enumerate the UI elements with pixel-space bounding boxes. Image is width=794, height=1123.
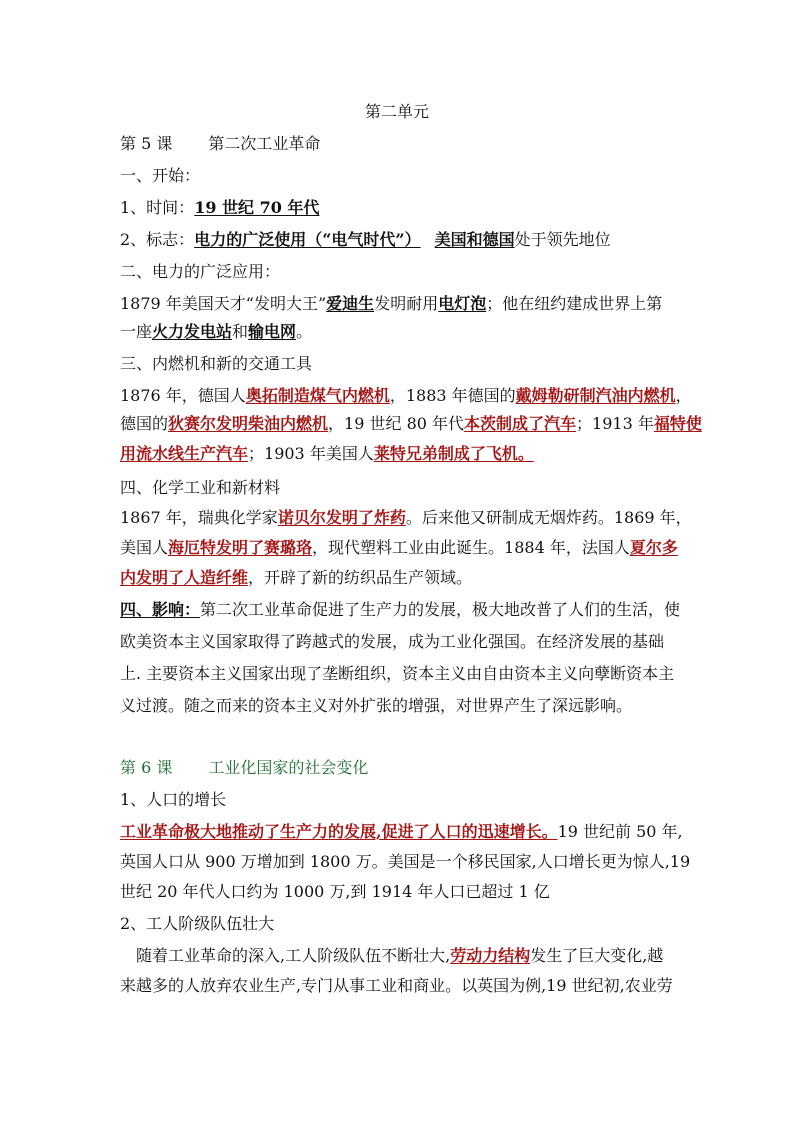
power-station-term: 火力发电站 (152, 322, 233, 341)
lesson5-title: 第二次工业革命 (208, 134, 321, 153)
text-run: 发生了巨大变化,越 (530, 946, 664, 965)
text-run: 1867 年，瑞典化学家 (120, 508, 278, 527)
text-run: 美国人 (120, 538, 169, 557)
text-run: ，现代塑料工业由此诞生。1884 年，法国人 (312, 538, 630, 557)
lesson5-number: 第 5 课 (120, 134, 173, 153)
key-term: 夏尔多 (629, 538, 678, 557)
impact-line-2: 欧美资本主义国家取得了跨越式的发展，成为工业化强国。在经济发展的基础 (120, 632, 665, 651)
time-line (120, 198, 680, 218)
text-run: 和 (232, 322, 249, 341)
section-electricity-title: 二、电力的广泛应用： (120, 262, 281, 281)
key-term: 戴姆勒研制汽油内燃机 (515, 386, 676, 405)
sign-countries: 美国和德国 (434, 230, 515, 249)
text-run: 一座 (120, 322, 153, 341)
text-run: 。 (296, 322, 313, 341)
population-line-1 (120, 822, 683, 842)
text-run: ；他在纽约建成世界上第 (486, 294, 663, 313)
key-term: 福特使 (653, 414, 702, 433)
lesson6-title: 工业化国家的社会变化 (208, 758, 369, 777)
key-term: 诺贝尔发明了炸药 (277, 508, 406, 527)
lesson6-heading (120, 758, 680, 778)
key-term: 工业革命极大地推动了生产力的发展,促进了人口的迅速增长。 (120, 822, 558, 841)
chemistry-line-1 (120, 508, 692, 528)
text-run: ， (675, 386, 692, 405)
text-run: 德国的 (120, 414, 169, 433)
key-term: 内发明了人造纤维 (120, 568, 249, 587)
population-line-3: 世纪 20 年代人口约为 1000 万,到 1914 年人口已超过 1 亿 (120, 882, 550, 901)
lesson6-number: 第 6 课 (120, 758, 173, 777)
text-run: 。后来他又研制成无烟炸药。1869 年， (405, 508, 692, 527)
text-run: ，1883 年德国的 (389, 386, 516, 405)
key-term: 海厄特发明了赛璐珞 (168, 538, 313, 557)
lesson5-heading (120, 134, 680, 154)
key-term: 用流水线生产汽车 (120, 444, 249, 463)
key-term: 本茨制成了汽车 (464, 414, 577, 433)
key-term: 狄赛尔发明柴油内燃机 (168, 414, 329, 433)
text-run: ；1913 年 (576, 414, 654, 433)
key-term: 劳动力结构 (450, 946, 531, 965)
impact-line-4: 义过渡。随之而来的资本主义对外扩张的增强，对世界产生了深远影响。 (120, 696, 633, 715)
text-run: 随着工业革命的深入,工人阶级队伍不断壮大, (136, 946, 451, 965)
electricity-line-1 (120, 294, 680, 314)
text-run: ，19 世纪 80 年代 (328, 414, 465, 433)
impact-line-1 (120, 600, 680, 620)
time-label: 1、时间： (120, 198, 195, 217)
section-start-title: 一、开始： (120, 166, 201, 185)
working-class-line-1 (120, 946, 696, 966)
text-run: ；1903 年美国人 (248, 444, 374, 463)
sign-label: 2、标志： (120, 230, 195, 249)
chemistry-line-3 (120, 568, 680, 588)
text-run: 1876 年，德国人 (120, 386, 246, 405)
engine-line-3 (120, 444, 680, 464)
time-value: 19 世纪 70 年代 (194, 198, 320, 217)
section-engine-title: 三、内燃机和新的交通工具 (120, 354, 313, 373)
text-run: 第二次工业革命促进了生产力的发展，极大地改普了人们的生活，使 (200, 600, 681, 619)
key-term: 莱特兄弟制成了飞机。 (373, 444, 534, 463)
impact-title: 四、影响： (120, 600, 201, 619)
sign-line (120, 230, 680, 250)
text-run: ，开辟了新的纺织品生产领域。 (248, 568, 473, 587)
working-class-title: 2、工人阶级队伍壮大 (120, 914, 275, 933)
population-line-2: 英国人口从 900 万增加到 1800 万。美国是一个移民国家,人口增长更为惊人,19 (120, 852, 691, 871)
unit-title: 第二单元 (364, 102, 429, 121)
electricity-line-2 (120, 322, 680, 342)
text-run: 19 世纪前 50 年, (557, 822, 683, 841)
engine-line-2 (120, 414, 702, 434)
impact-line-3: 上. 主要资本主义国家出现了垄断组织，资本主义由自由资本主义向孽断资本主 (120, 664, 675, 683)
sign-tail: 处于领先地位 (514, 230, 611, 249)
engine-line-1 (120, 386, 692, 406)
section-chemistry-title: 四、化学工业和新材料 (120, 478, 281, 497)
chemistry-line-2 (120, 538, 680, 558)
text-run: 1879 年美国天才“发明大王” (120, 294, 327, 313)
working-class-line-2: 来越多的人放弃农业生产,专门从事工业和商业。以英国为例,19 世纪初,农业劳 (120, 976, 673, 995)
text-run: 发明耐用 (374, 294, 439, 313)
edison-name: 爱迪生 (326, 294, 375, 313)
light-bulb-term: 电灯泡 (438, 294, 487, 313)
key-term: 奥拓制造煤气内燃机 (245, 386, 390, 405)
sign-value: 电力的广泛使用（“电气时代”） (194, 230, 421, 249)
power-grid-term: 输电网 (248, 322, 297, 341)
population-title: 1、人口的增长 (120, 790, 227, 809)
